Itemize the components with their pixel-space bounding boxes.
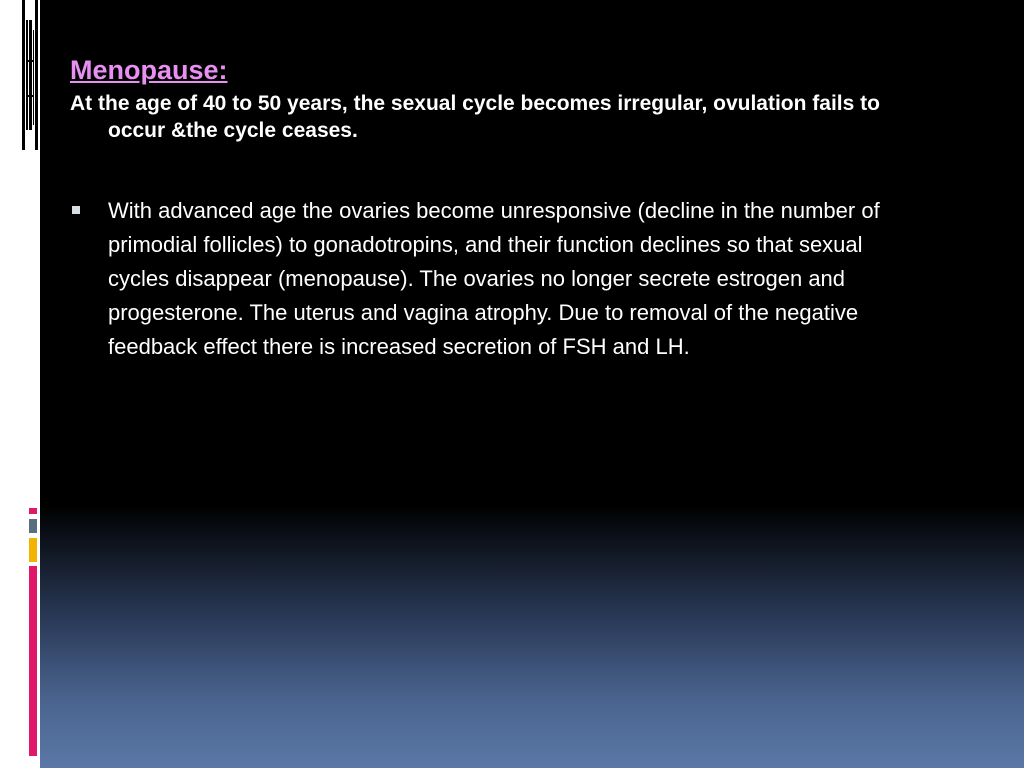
intro-paragraph: At the age of 40 to 50 years, the sexual cycle becomes irregular, ovulation fails to occur &the cycle ceases. xyxy=(70,92,880,142)
bullet-text: With advanced age the ovaries become unresponsive (decline in the number of primodial follicles) to gonadotropins, and their function declines so that sexual cycles disappear (menopause). The ovaries no longer secrete estrogen and progesterone. The uterus and vagina atrophy. Due to removal of the negative feedback effect there is increased secretion of FSH and LH. xyxy=(108,198,880,359)
accent-bar-yellow xyxy=(29,538,37,562)
accent-bar-pink-large xyxy=(29,566,37,756)
bullet-list xyxy=(70,194,970,364)
bullet-item xyxy=(70,194,928,364)
slide-content xyxy=(70,52,970,364)
slide-heading: Menopause: xyxy=(70,55,228,85)
decorative-lines-icon xyxy=(0,0,40,150)
accent-bar-pink-small xyxy=(29,508,37,514)
accent-bar-gray xyxy=(29,519,37,533)
square-bullet-icon xyxy=(72,206,80,214)
